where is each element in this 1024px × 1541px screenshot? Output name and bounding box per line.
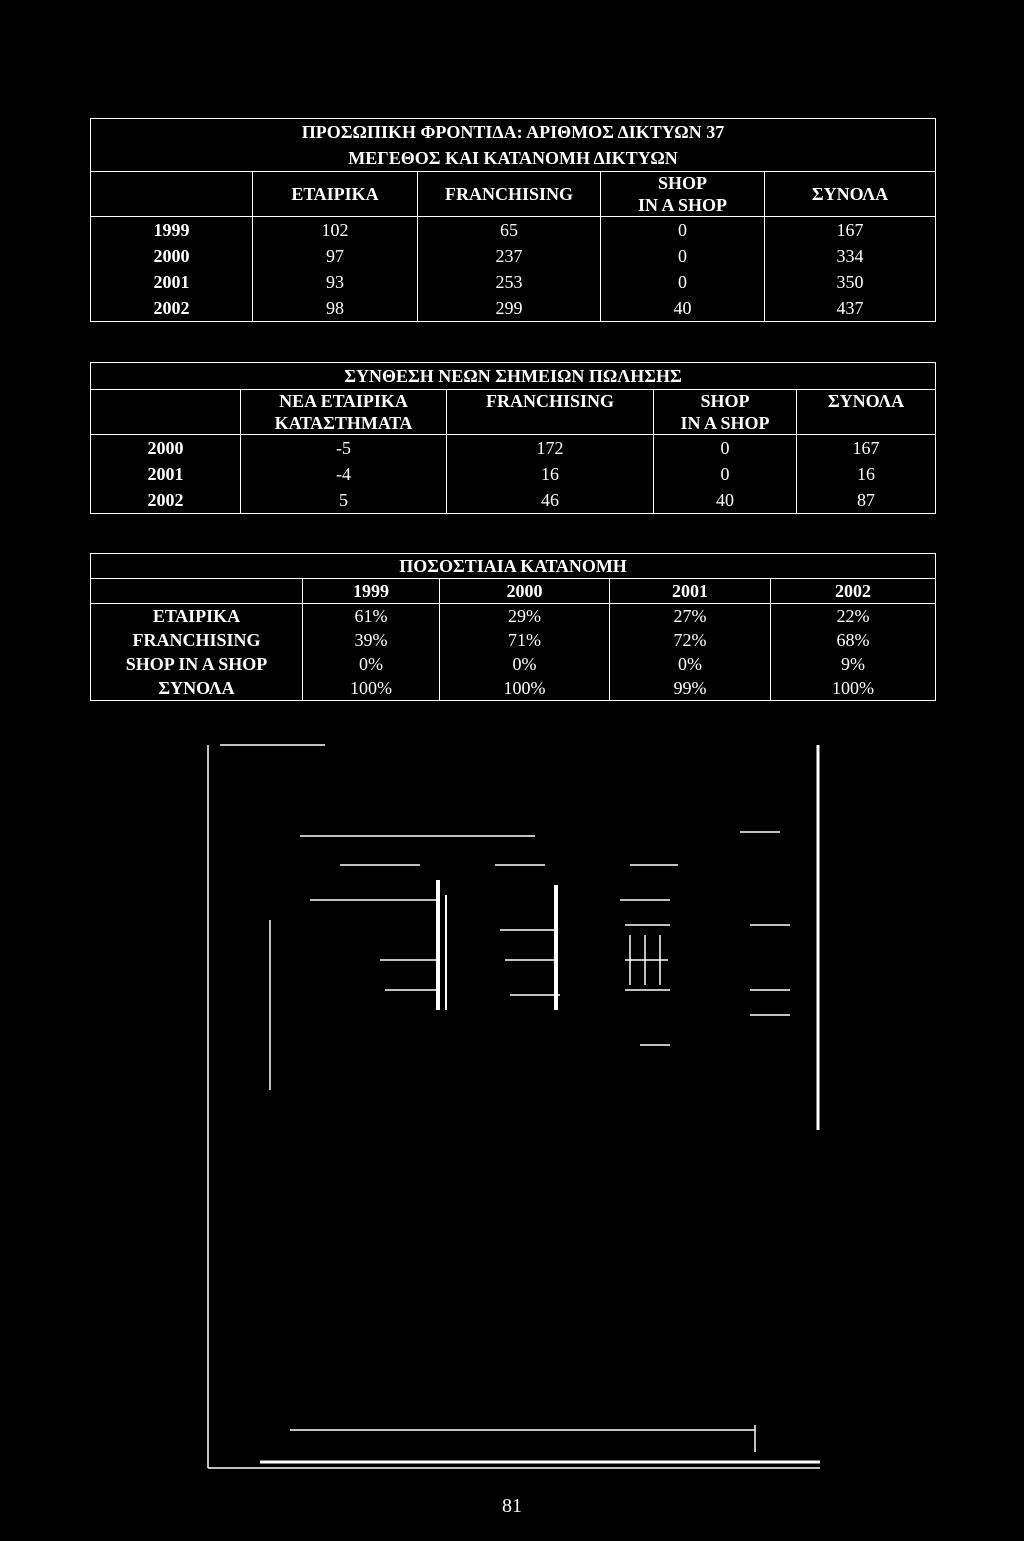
- table-cell: 167: [765, 217, 936, 244]
- table3-header-cell: 2000: [440, 579, 610, 604]
- table1-title: [91, 119, 936, 172]
- row-label: SHOP IN A SHOP: [91, 652, 303, 676]
- table-cell: 0: [654, 461, 797, 487]
- table3-title: ΠΟΣΟΣΤΙΑΙΑ ΚΑΤΑΝΟΜΗ: [91, 554, 936, 579]
- table-cell: 87: [797, 487, 936, 514]
- table-cell: 0: [601, 243, 765, 269]
- table-cell: -5: [241, 435, 447, 462]
- table-cell: 237: [418, 243, 601, 269]
- table-cell: 16: [797, 461, 936, 487]
- page-number: 81: [502, 1495, 522, 1517]
- table1-header-shop-sub: IN A SHOP: [637, 195, 728, 215]
- table-row: [91, 628, 936, 652]
- table1-title-line1: ΠΡΟΣΩΠΙΚΗ ΦΡΟΝΤΙΔΑ: ΑΡΙΘΜΟΣ ΔΙΚΤΥΩΝ 37: [301, 122, 725, 142]
- row-year: 1999: [91, 217, 253, 244]
- table-cell: 93: [253, 269, 418, 295]
- table-cell: 40: [654, 487, 797, 514]
- table2-header-shop: SHOP: [700, 391, 750, 411]
- table-cell: 253: [418, 269, 601, 295]
- table-cell: 100%: [771, 676, 936, 701]
- table-cell: 0%: [303, 652, 440, 676]
- table2-header-cell: [447, 390, 654, 435]
- table2-header-cell: [241, 390, 447, 435]
- table-row: [91, 652, 936, 676]
- row-year: 2001: [91, 461, 241, 487]
- table-cell: 16: [447, 461, 654, 487]
- table-row: [91, 487, 936, 514]
- table2-title: ΣΥΝΘΕΣΗ ΝΕΩΝ ΣΗΜΕΙΩΝ ΠΩΛΗΣΗΣ: [91, 363, 936, 390]
- table2-header-shop-sub: IN A SHOP: [680, 413, 770, 433]
- table-cell: 22%: [771, 604, 936, 629]
- table-row: [91, 461, 936, 487]
- table-cell: 40: [601, 295, 765, 322]
- table-row: [91, 217, 936, 244]
- table-cell: 5: [241, 487, 447, 514]
- row-year: 2001: [91, 269, 253, 295]
- percentage-distribution-table: [90, 553, 936, 701]
- table2-header-franchising: FRANCHISING: [485, 391, 614, 411]
- table-cell: 172: [447, 435, 654, 462]
- table1-header-empty: [91, 172, 253, 217]
- row-label: FRANCHISING: [91, 628, 303, 652]
- table1-header-shop: SHOP: [657, 173, 707, 193]
- table-cell: 72%: [610, 628, 771, 652]
- table-cell: 98: [253, 295, 418, 322]
- network-size-table: [90, 118, 936, 322]
- row-year: 2000: [91, 435, 241, 462]
- table2-header-totals: ΣΥΝΟΛΑ: [827, 391, 905, 411]
- table3-header-empty: [91, 579, 303, 604]
- table-cell: 0: [601, 217, 765, 244]
- table-cell: 65: [418, 217, 601, 244]
- table-cell: 71%: [440, 628, 610, 652]
- table1-header-cell: ΣΥΝΟΛΑ: [765, 172, 936, 217]
- table1-header-cell: FRANCHISING: [418, 172, 601, 217]
- table-cell: 0: [601, 269, 765, 295]
- table-cell: 100%: [303, 676, 440, 701]
- table-cell: 39%: [303, 628, 440, 652]
- faded-chart-remnant: [200, 740, 830, 1480]
- table-cell: 350: [765, 269, 936, 295]
- table2-header-cell: [797, 390, 936, 435]
- table-cell: -4: [241, 461, 447, 487]
- table3-header-cell: 1999: [303, 579, 440, 604]
- table-cell: 100%: [440, 676, 610, 701]
- table3-header-row: [91, 579, 936, 604]
- table-cell: 97: [253, 243, 418, 269]
- table-cell: 27%: [610, 604, 771, 629]
- table-cell: 334: [765, 243, 936, 269]
- table2-header-new-corporate: ΝΕΑ ΕΤΑΙΡΙΚΑ: [279, 391, 408, 411]
- table1-title-line2: ΜΕΓΕΘΟΣ ΚΑΙ ΚΑΤΑΝΟΜΗ ΔΙΚΤΥΩΝ: [348, 148, 678, 168]
- table2-header-empty: [91, 390, 241, 435]
- table1-header-cell: [601, 172, 765, 217]
- table2-header-row: [91, 390, 936, 435]
- row-year: 2002: [91, 295, 253, 322]
- table-cell: 99%: [610, 676, 771, 701]
- new-sales-points-table: [90, 362, 936, 514]
- table-cell: 61%: [303, 604, 440, 629]
- table-row: [91, 269, 936, 295]
- table-cell: 0%: [610, 652, 771, 676]
- table-cell: 68%: [771, 628, 936, 652]
- table1-header-row: [91, 172, 936, 217]
- row-label: ΣΥΝΟΛΑ: [91, 676, 303, 701]
- table-cell: 0: [654, 435, 797, 462]
- table1-header-cell: ΕΤΑΙΡΙΚΑ: [253, 172, 418, 217]
- row-year: 2002: [91, 487, 241, 514]
- table-cell: 437: [765, 295, 936, 322]
- table-cell: 0%: [440, 652, 610, 676]
- table-row: [91, 243, 936, 269]
- table-cell: 299: [418, 295, 601, 322]
- table-row: [91, 295, 936, 322]
- table3-header-cell: 2001: [610, 579, 771, 604]
- table-cell: 167: [797, 435, 936, 462]
- table-row: [91, 604, 936, 629]
- table-row: [91, 676, 936, 701]
- table3-header-cell: 2002: [771, 579, 936, 604]
- table-cell: 102: [253, 217, 418, 244]
- table-cell: 29%: [440, 604, 610, 629]
- table2-header-new-corporate-sub: ΚΑΤΑΣΤΗΜΑΤΑ: [274, 413, 413, 433]
- table2-header-cell: [654, 390, 797, 435]
- table-cell: 9%: [771, 652, 936, 676]
- table-cell: 46: [447, 487, 654, 514]
- row-year: 2000: [91, 243, 253, 269]
- row-label: ΕΤΑΙΡΙΚΑ: [91, 604, 303, 629]
- table-row: [91, 435, 936, 462]
